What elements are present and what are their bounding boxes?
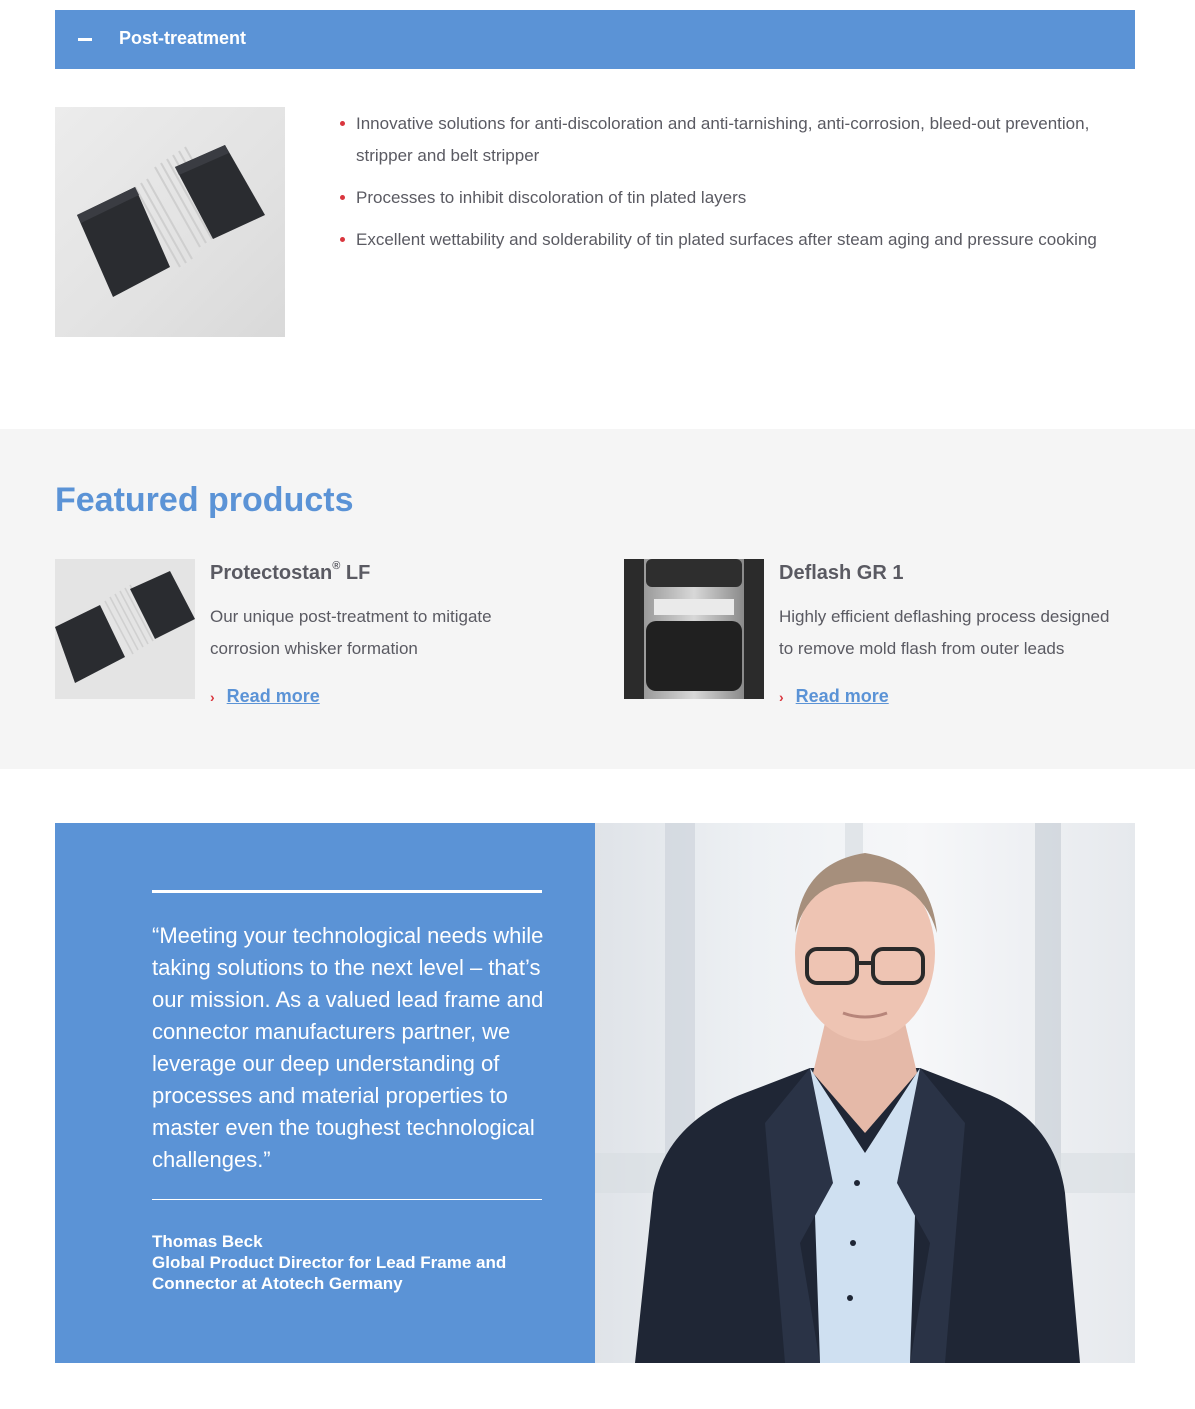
chevron-right-icon: › [210, 688, 215, 705]
chevron-right-icon: › [779, 688, 784, 705]
featured-products-section [0, 429, 1195, 769]
quote-text: “Meeting your technological needs while taking solutions to the next level – that’s our mission. As a valued lead frame and connector manufacturers partner, we leverage our deep understanding of processes and material properties to master even the toughest technological challenges.” [152, 923, 544, 1172]
list-item: Innovative solutions for anti-discoloration and anti-tarnishing, anti-corrosion, bleed-out prevention, stripper and belt stripper [340, 108, 1140, 172]
divider [152, 1199, 542, 1200]
author-title: Global Product Director for Lead Frame and Connector at Atotech Germany [152, 1253, 507, 1293]
portrait-image [595, 823, 1135, 1363]
product-description: Our unique post-treatment to mitigate corrosion whisker formation [210, 607, 492, 658]
product-name: Deflash GR 1 [779, 562, 904, 584]
bullet-icon [340, 195, 345, 200]
author-name: Thomas Beck [152, 1232, 263, 1251]
list-item: Excellent wettability and solderability of tin plated surfaces after steam aging and pressure cooking [340, 224, 1140, 256]
bullet-icon [340, 237, 345, 242]
read-more-link[interactable]: › Read more [779, 686, 889, 706]
bullet-icon [340, 121, 345, 126]
product-image-deflash[interactable] [624, 559, 764, 699]
read-more-link[interactable]: › Read more [210, 686, 320, 706]
featured-products-title: Featured products [55, 481, 354, 519]
post-treatment-list [340, 108, 1140, 266]
accordion-title: Post-treatment [119, 28, 247, 48]
product-card-protectostan [55, 559, 575, 719]
minus-icon [78, 38, 92, 41]
product-card-deflash [624, 559, 1144, 719]
quote-author [152, 1231, 542, 1294]
product-name: Protectostan® LF [210, 560, 371, 584]
divider [152, 890, 542, 893]
product-image-protectostan[interactable] [55, 559, 195, 699]
post-treatment-image [55, 107, 285, 337]
product-description: Highly efficient deflashing process designed to remove mold flash from outer leads [779, 607, 1110, 658]
quote-panel [55, 823, 595, 1363]
accordion-header-post-treatment[interactable] [55, 10, 1135, 69]
list-item: Processes to inhibit discoloration of tin plated layers [340, 182, 1140, 214]
